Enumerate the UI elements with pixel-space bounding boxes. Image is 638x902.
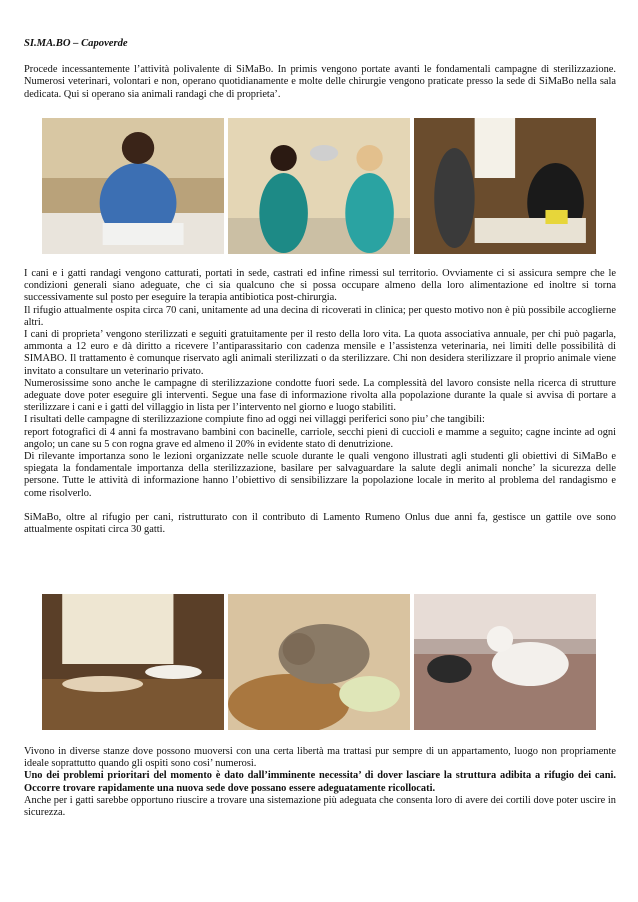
body-paragraph: I cani di proprieta’ vengono sterilizzati e seguiti gratuitamente per il resto della loro vita. La quota associativa annuale, per chi può pagarla, ammonta a 12 euro e dà diritto a ricevere l’antiparassitario con cadenza mensile e l’assistenza veterinaria, nei limiti delle possibilità di SIMABO. Il trattamento è comunque riservato agli animali sterilizzati o da sterilizzare. Chi non desidera sterilizzare il proprio animale viene invitato a consultare un veterinario privato.: [24, 329, 616, 377]
photo-row-cats: [42, 594, 596, 730]
document-title: SI.MA.BO – Capoverde: [24, 38, 128, 49]
body-paragraph: Numerosissime sono anche le campagne di sterilizzazione condotte fuori sede. La complessità del lavoro consiste nella ricerca di strutture adeguate dove poter eseguire gli interventi. Segue una fase di informazione rivolta alla popolazione durante la quale si avvisa di portare a sterilizzare i cani e i gatti del villaggio in lista per l’intervento nel giorno e luogo stabiliti.: [24, 377, 616, 414]
photo-cats-on-bed: [414, 594, 596, 730]
body-paragraph: report fotografici di 4 anni fa mostravano bambini con bacinelle, carriole, secchi pieni di cuccioli e mamme a seguito; cagne incinte ad ogni angolo; un cane su 5 con rogna grave ed almeno il 20% in evidente stato di denutrizione.: [24, 426, 616, 450]
photo-cat-in-basket: [228, 594, 410, 730]
photo-two-vets: [228, 118, 410, 254]
body-paragraph: Il rifugio attualmente ospita circa 70 cani, unitamente ad una decina di ricoverati in clinica; per questo motivo non è più possibile accoglierne altri.: [24, 304, 616, 328]
photo-clinic-team: [414, 118, 596, 254]
photo-vet-operating: [42, 118, 224, 254]
photo-row-surgery: [42, 118, 596, 254]
closing-section: [24, 746, 616, 819]
photo-cats-by-window: [42, 594, 224, 730]
body-paragraph: I cani e i gatti randagi vengono catturati, portati in sede, castrati ed infine rimessi sul territorio. Ovviamente ci si assicura sempre che le condizioni generali siano adeguate, che ci sia qualcuno che si possa occupare almeno della loro alimentazione ed inoltre si torna successivamente sul posto per eseguire la terapia antibiotica post-chirurgia.: [24, 268, 616, 304]
closing-paragraph: Vivono in diverse stanze dove possono muoversi con una certa libertà ma trattasi pur sempre di un appartamento, luogo non propriamente ideale soprattutto quando gli ospiti sono cosi’ numerosi.: [24, 746, 616, 770]
cattery-paragraph: SiMaBo, oltre al rifugio per cani, ristrutturato con il contributo di Lamento Rumeno Onlus due anni fa, gestisce un gattile ove sono attualmente ospitati circa 30 gatti.: [24, 511, 616, 536]
intro-paragraph: Procede incessantemente l’attività polivalente di SiMaBo. In primis vengono portate avanti le fondamentali campagne di sterilizzazione. Numerosi veterinari, volontari e non, operano quotidianamente e molte delle chirurgie vengono praticate presso la sede di SiMaBo nella sala dedicata. Qui si operano sia animali randagi che di proprieta’.: [24, 64, 616, 100]
body-paragraph: Di rilevante importanza sono le lezioni organizzate nelle scuole durante le quali vengono illustrati agli studenti gli obiettivi di SiMaBo e spiegata la fondamentale importanza della sterilizzazione, basilare per salvaguardare la salute degli animali nonche’ la sicurezza delle persone. Tutte le attività di informazione hanno l’obiettivo di sensibilizzare la popolazione locale in merito al problema del randagismo e come risolverlo.: [24, 451, 616, 499]
document-page: [24, 38, 616, 101]
final-paragraph: Anche per i gatti sarebbe opportuno riuscire a trovare una sistemazione più adeguata che consenta loro di avere dei cortili dove poter uscire in sicurezza.: [24, 794, 616, 819]
body-paragraph: I risultati delle campagne di sterilizzazione compiute fino ad oggi nei villaggi periferici sono piu’ che tangibili:: [24, 414, 485, 426]
body-section: [24, 268, 616, 536]
urgent-paragraph: Uno dei problemi prioritari del momento è dato dall’imminente necessita’ di dover lasciare la struttura adibita a rifugio dei cani. Occorre trovare rapidamente una nuova sede dove possano essere adeguatamente ricollocati.: [24, 770, 616, 794]
